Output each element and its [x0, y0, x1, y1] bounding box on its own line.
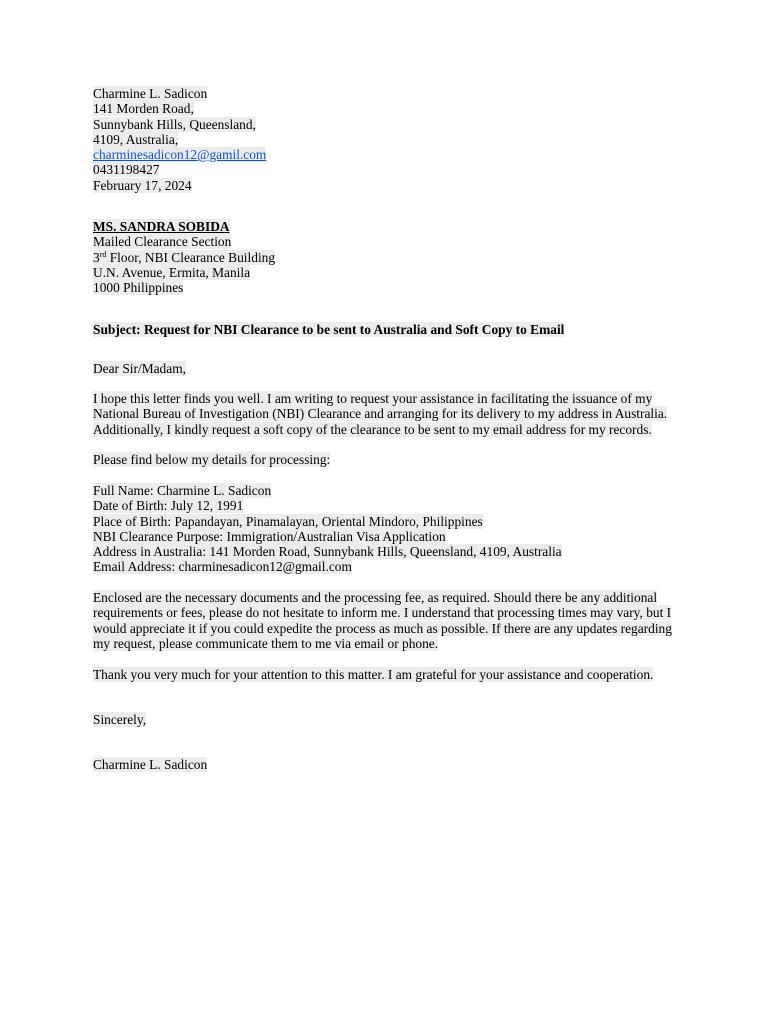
recipient-block — [93, 219, 683, 295]
detail-email: Email Address: charminesadicon12@gmail.com — [93, 559, 352, 575]
detail-purpose: NBI Clearance Purpose: Immigration/Australian Visa Application — [93, 528, 446, 544]
letter-date: February 17, 2024 — [93, 177, 192, 193]
sender-block — [93, 86, 683, 193]
sender-name: Charmine L. Sadicon — [93, 86, 208, 101]
body-paragraph-3 — [93, 667, 683, 682]
sender-phone: 0431198427 — [93, 162, 160, 178]
recipient-floor — [93, 250, 275, 265]
detail-date-of-birth: Date of Birth: July 12, 1991 — [93, 498, 244, 514]
recipient-street: U.N. Avenue, Ermita, Manila — [93, 264, 251, 280]
details-list — [93, 483, 683, 575]
floor-number: 3 — [93, 249, 100, 265]
salutation: Dear Sir/Madam, — [93, 360, 186, 376]
closing: Sincerely, — [93, 711, 147, 727]
body-paragraph-2-text: Enclosed are the necessary documents and the processing fee, as required. Should there be any additional requirements or fees, please do not hesitate to inform me. I understand that processing times may vary, but I would appreciate it if you could expedite the process as much as possible. If there are any updates regarding my request, please communicate them to me via email or phone. — [93, 590, 672, 651]
detail-place-of-birth: Place of Birth: Papandayan, Pinamalayan, Oriental Mindoro, Philippines — [93, 513, 483, 529]
signature-name: Charmine L. Sadicon — [93, 757, 208, 773]
sender-address-line2: Sunnybank Hills, Queensland, — [93, 116, 256, 132]
recipient-postal: 1000 Philippines — [93, 280, 184, 296]
recipient-department: Mailed Clearance Section — [93, 234, 232, 250]
sender-address-line1: 141 Morden Road, — [93, 101, 194, 117]
body-paragraph-3-text: Thank you very much for your attention to this matter. I am grateful for your assistance and cooperation. — [93, 666, 654, 682]
subject-line: Subject: Request for NBI Clearance to be sent to Australia and Soft Copy to Email — [93, 321, 565, 337]
detail-address: Address in Australia: 141 Morden Road, Sunnybank Hills, Queensland, 4109, Australia — [93, 544, 562, 560]
details-intro: Please find below my details for processing: — [93, 452, 331, 468]
sender-address-line3: 4109, Australia, — [93, 131, 179, 147]
floor-rest: Floor, NBI Clearance Building — [106, 249, 276, 265]
floor-suffix: rd — [99, 249, 107, 259]
body-paragraph-1-text: I hope this letter finds you well. I am writing to request your assistance in facilitating the issuance of my National Bureau of Investigation (NBI) Clearance and arranging for its delivery to my address in Australia. Additionally, I kindly request a soft copy of the clearance to be sent to my email address for my records. — [93, 391, 668, 437]
letter-page — [93, 86, 683, 772]
recipient-name: MS. SANDRA SOBIDA — [93, 219, 230, 235]
sender-email-link[interactable]: charminesadicon12@gamil.com — [93, 147, 267, 163]
body-paragraph-1 — [93, 391, 683, 437]
detail-full-name: Full Name: Charmine L. Sadicon — [93, 482, 272, 498]
body-paragraph-2 — [93, 590, 683, 651]
